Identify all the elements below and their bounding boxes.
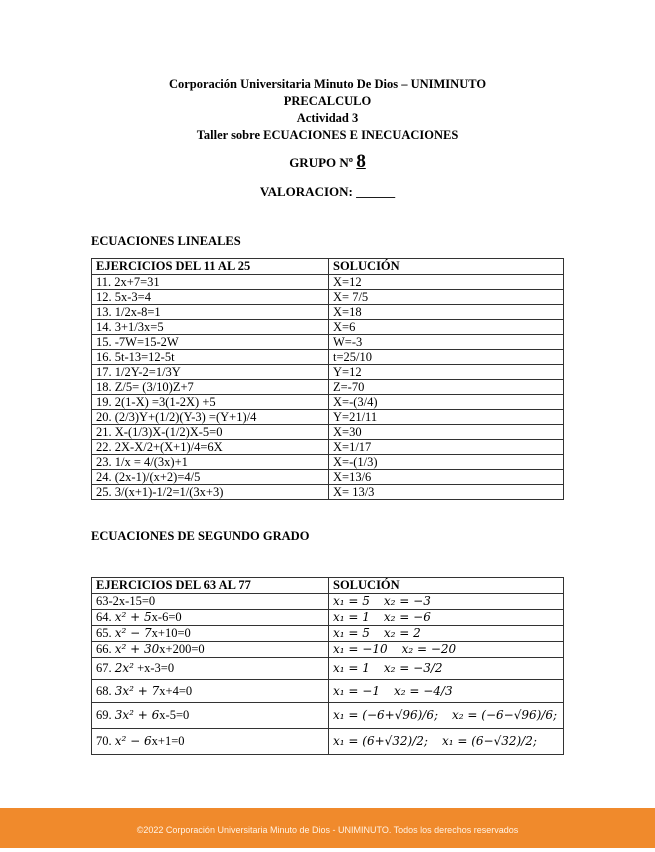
table-row xyxy=(92,425,564,440)
solution-cell xyxy=(329,729,564,755)
course-name: PRECALCULO xyxy=(283,94,372,108)
solution-cell: X=18 xyxy=(329,305,564,320)
table-row xyxy=(92,642,564,658)
solution-cell xyxy=(329,610,564,626)
exercise-text: x+10=0 xyxy=(151,626,191,640)
page-footer: ©2022 Corporación Universitaria Minuto de Dios - UNIMINUTO. Todos los derechos reservados xyxy=(0,808,655,848)
grade-line: VALORACION: ______ xyxy=(259,184,396,199)
solution-cell xyxy=(329,594,564,610)
root-x2: 𝑥₂ = −20 xyxy=(401,642,457,656)
exercise-cell: 23. 1/x = 4/(3x)+1 xyxy=(92,455,329,470)
table-row xyxy=(92,594,564,610)
solution-cell: X=13/6 xyxy=(329,470,564,485)
exercise-cell xyxy=(92,729,329,755)
exercise-text: x+4=0 xyxy=(159,683,193,698)
exercise-cell: 18. Z/5= (3/10)Z+7 xyxy=(92,380,329,395)
solution-cell: W=-3 xyxy=(329,335,564,350)
group-number: 8 xyxy=(356,151,366,172)
root-x1: 𝑥₁ = (−6+√96)/6; xyxy=(333,708,439,722)
exercise-cell: 22. 2X-X/2+(X+1)/4=6X xyxy=(92,440,329,455)
root-x1: 𝑥₁ = (6+√32)/2; xyxy=(333,734,428,748)
root-x1: 𝑥₁ = 5 xyxy=(333,594,370,608)
solution-cell: X=-(3/4) xyxy=(329,395,564,410)
exercise-text: 65. xyxy=(96,626,115,640)
exercise-cell: 15. -7W=15-2W xyxy=(92,335,329,350)
exercise-text: 66. xyxy=(96,642,115,656)
table-header-row xyxy=(92,259,564,275)
exercise-text: 70. xyxy=(96,734,115,748)
document-header xyxy=(0,76,655,144)
exercises-column-header: EJERCICIOS DEL 11 AL 25 xyxy=(92,259,329,275)
activity-name: Actividad 3 xyxy=(296,111,359,125)
exercise-cell: 11. 2x+7=31 xyxy=(92,275,329,290)
exercise-cell: 13. 1/2x-8=1 xyxy=(92,305,329,320)
table-header-row xyxy=(92,578,564,594)
root-x2: 𝑥₂ = −3 xyxy=(383,594,431,608)
solution-cell: t=25/10 xyxy=(329,350,564,365)
exercise-cell xyxy=(92,642,329,658)
solution-cell: Z=-70 xyxy=(329,380,564,395)
exercise-cell: 25. 3/(x+1)-1/2=1/(3x+3) xyxy=(92,485,329,500)
exercise-cell xyxy=(92,610,329,626)
exercise-text: x+200=0 xyxy=(159,642,205,656)
solution-cell: Y=21/11 xyxy=(329,410,564,425)
solution-cell: Y=12 xyxy=(329,365,564,380)
table-row xyxy=(92,658,564,680)
exercise-cell: 16. 5t-13=12-5t xyxy=(92,350,329,365)
solution-cell xyxy=(329,680,564,703)
exercise-cell xyxy=(92,594,329,610)
math-term: 3𝑥² + 6 xyxy=(114,708,160,722)
table-row xyxy=(92,729,564,755)
exercise-cell: 19. 2(1-X) =3(1-2X) +5 xyxy=(92,395,329,410)
group-line xyxy=(0,151,655,173)
table-row xyxy=(92,410,564,425)
solution-cell: X=12 xyxy=(329,275,564,290)
exercise-text: 64. xyxy=(96,610,115,624)
quadratic-equations-table xyxy=(91,577,564,755)
table-row xyxy=(92,485,564,500)
exercise-text: x-5=0 xyxy=(159,708,190,722)
root-x1: 𝑥₁ = 1 xyxy=(333,661,370,675)
solution-cell xyxy=(329,703,564,729)
table-row xyxy=(92,455,564,470)
root-x2: 𝑥₂ = 2 xyxy=(383,626,421,640)
quadratic-section-title: ECUACIONES DE SEGUNDO GRADO xyxy=(91,529,310,543)
solution-cell: X=30 xyxy=(329,425,564,440)
group-label: GRUPO Nº xyxy=(289,155,354,170)
root-x2: 𝑥₂ = (−6−√96)/6; xyxy=(452,708,558,722)
exercise-cell: 17. 1/2Y-2=1/3Y xyxy=(92,365,329,380)
root-x1: 𝑥₁ = 1 xyxy=(333,610,370,624)
exercise-cell xyxy=(92,658,329,680)
table-row xyxy=(92,680,564,703)
table-row xyxy=(92,626,564,642)
exercise-text: 68. xyxy=(96,683,115,698)
solution-cell xyxy=(329,626,564,642)
math-term: 𝑥² − 7 xyxy=(114,626,152,640)
table-row xyxy=(92,440,564,455)
root-x1: 𝑥₁ = −10 xyxy=(333,642,388,656)
root-x2: 𝑥₁ = (6−√32)/2; xyxy=(441,734,537,748)
solution-cell: X=1/17 xyxy=(329,440,564,455)
table-row xyxy=(92,275,564,290)
table-row xyxy=(92,395,564,410)
solution-cell xyxy=(329,642,564,658)
table-row xyxy=(92,305,564,320)
math-term: 𝑥² + 5 xyxy=(114,610,152,624)
math-term: 3𝑥² + 7 xyxy=(114,683,160,698)
exercise-cell xyxy=(92,703,329,729)
exercise-text: 67. xyxy=(96,661,115,675)
table-row xyxy=(92,380,564,395)
linear-section-title: ECUACIONES LINEALES xyxy=(91,234,241,248)
table-row xyxy=(92,350,564,365)
root-x2: 𝑥₂ = −6 xyxy=(383,610,431,624)
math-term: 2𝑥² xyxy=(114,661,134,675)
root-x2: 𝑥₂ = −4/3 xyxy=(393,683,453,698)
solution-column-header: SOLUCIÓN xyxy=(329,259,564,275)
linear-equations-table xyxy=(91,258,564,500)
exercise-text: 69. xyxy=(96,708,115,722)
solution-column-header: SOLUCIÓN xyxy=(329,578,564,594)
table-row xyxy=(92,290,564,305)
exercise-cell: 14. 3+1/3x=5 xyxy=(92,320,329,335)
math-term: 𝑥² + 30 xyxy=(114,642,160,656)
exercise-text: x-6=0 xyxy=(151,610,182,624)
exercise-cell: 12. 5x-3=4 xyxy=(92,290,329,305)
root-x2: 𝑥₂ = −3/2 xyxy=(383,661,443,675)
solution-cell: X= 13/3 xyxy=(329,485,564,500)
exercise-cell xyxy=(92,680,329,703)
exercise-cell: 24. (2x-1)/(x+2)=4/5 xyxy=(92,470,329,485)
exercise-cell: 20. (2/3)Y+(1/2)(Y-3) =(Y+1)/4 xyxy=(92,410,329,425)
institution-name: Corporación Universitaria Minuto De Dios – UNIMINUTO xyxy=(168,77,487,91)
table-row xyxy=(92,320,564,335)
table-row xyxy=(92,335,564,350)
exercise-text: 63-2x-15=0 xyxy=(96,594,156,608)
math-term: 𝑥² − 6 xyxy=(114,734,152,748)
exercise-cell xyxy=(92,626,329,642)
table-row xyxy=(92,365,564,380)
table-row xyxy=(92,703,564,729)
workshop-title: Taller sobre ECUACIONES E INECUACIONES xyxy=(196,128,459,142)
solution-cell: X=6 xyxy=(329,320,564,335)
root-x1: 𝑥₁ = 5 xyxy=(333,626,370,640)
table-row xyxy=(92,470,564,485)
exercises-column-header: EJERCICIOS DEL 63 AL 77 xyxy=(92,578,329,594)
solution-cell: X=-(1/3) xyxy=(329,455,564,470)
exercise-text: x+1=0 xyxy=(151,734,185,748)
exercise-text: +x-3=0 xyxy=(133,661,175,675)
table-row xyxy=(92,610,564,626)
exercise-cell: 21. X-(1/3)X-(1/2)X-5=0 xyxy=(92,425,329,440)
root-x1: 𝑥₁ = −1 xyxy=(333,683,380,698)
solution-cell xyxy=(329,658,564,680)
solution-cell: X= 7/5 xyxy=(329,290,564,305)
